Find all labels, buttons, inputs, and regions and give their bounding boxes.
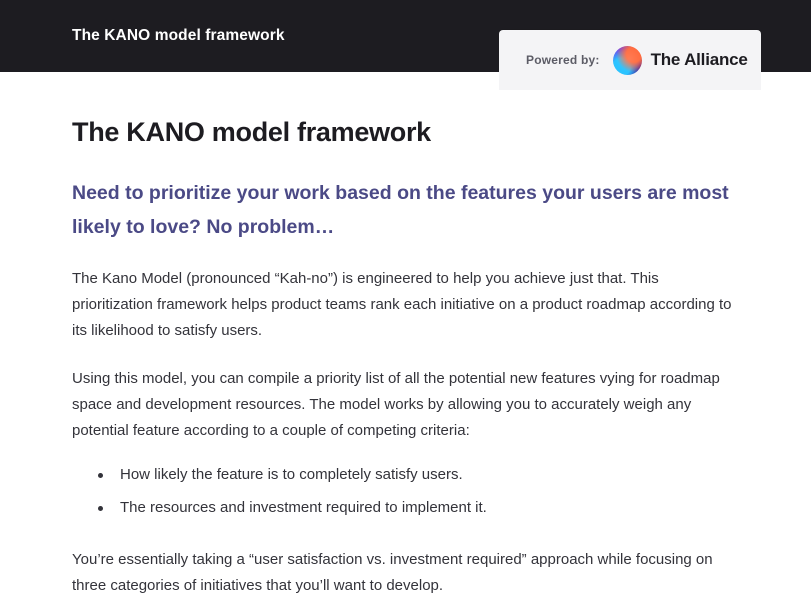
- powered-by-card[interactable]: [499, 30, 761, 90]
- article-paragraph: Using this model, you can compile a priority list of all the potential new features vying for roadmap space and development resources. The model works by allowing you to accurately weigh any potential feature according to a couple of competing criteria:: [72, 370, 720, 439]
- bullet-dot-icon: [98, 473, 103, 478]
- article-closing-paragraph: You’re essentially taking a “user satisfaction vs. investment required” approach while focusing on three categories of initiatives that you’ll want to develop.: [72, 551, 713, 594]
- list-item: [72, 462, 739, 488]
- powered-by-label: Powered by:: [526, 53, 600, 67]
- top-bar-title: The KANO model framework: [72, 27, 285, 44]
- alliance-brand-name: The Alliance: [650, 50, 748, 69]
- bullet-dot-icon: [98, 506, 103, 511]
- alliance-logo[interactable]: [613, 46, 748, 75]
- list-item-label: The resources and investment required to implement it.: [120, 499, 487, 516]
- list-item: [72, 495, 739, 521]
- alliance-orb-icon: [613, 46, 642, 75]
- criteria-list: [72, 462, 739, 521]
- article-lede: Need to prioritize your work based on the features your users are most likely to love? No problem…: [72, 182, 729, 238]
- article-body: [0, 72, 811, 599]
- page-title: The KANO model framework: [72, 117, 431, 147]
- article-paragraph: The Kano Model (pronounced “Kah-no”) is engineered to help you achieve just that. This prioritization framework helps product teams rank each initiative on a product roadmap according to its likelihood to satisfy users.: [72, 270, 732, 339]
- list-item-label: How likely the feature is to completely satisfy users.: [120, 466, 463, 483]
